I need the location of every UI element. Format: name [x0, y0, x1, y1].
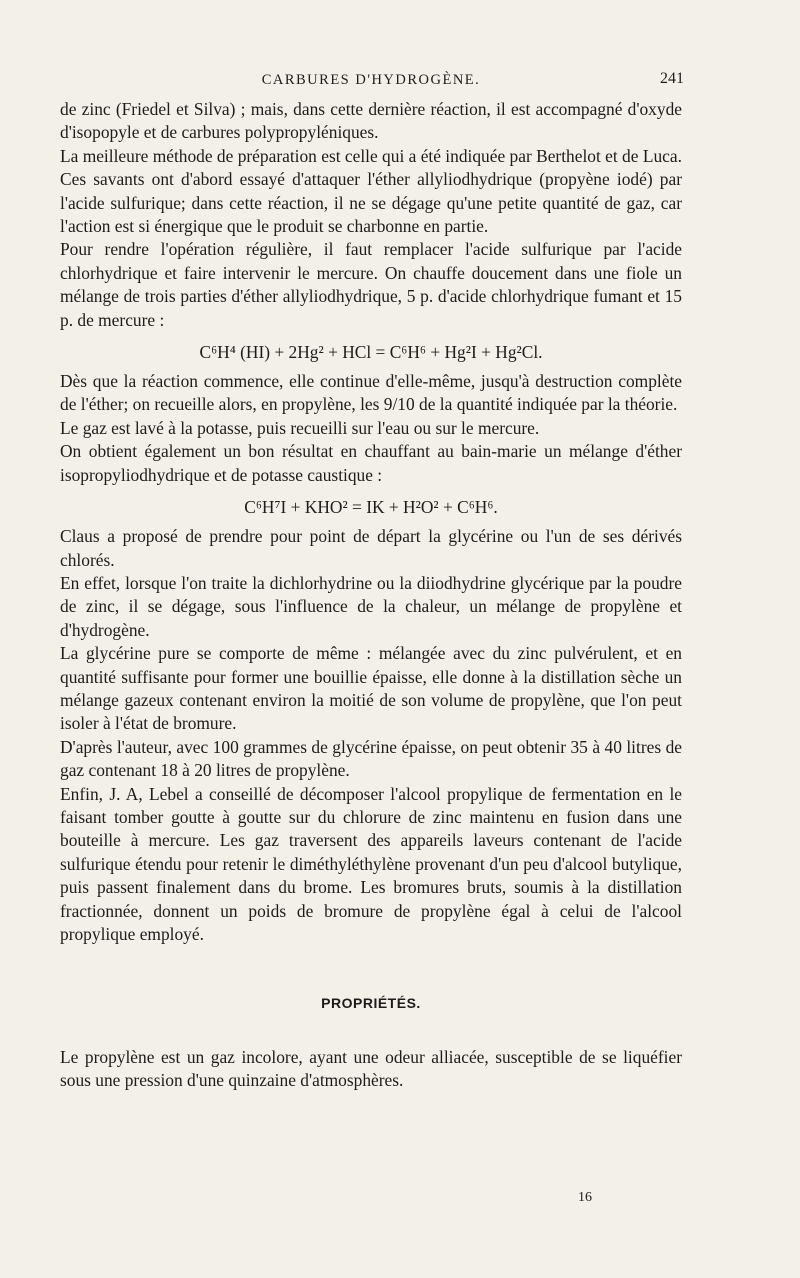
section-heading: PROPRIÉTÉS.: [321, 995, 421, 1012]
paragraph: de zinc (Friedel et Silva) ; mais, dans cette dernière réaction, il est accompagné d'oxyde d'isopopyle et de carbures polypropyléniques.: [60, 99, 682, 143]
chemical-equation: C⁶H⁴ (HI) + 2Hg² + HCl = C⁶H⁶ + Hg²I + Hg²Cl.: [199, 342, 543, 363]
body-text: [60, 98, 682, 1093]
paragraph: Dès que la réaction commence, elle continue d'elle-même, jusqu'à destruction complète de l'éther; on recueille alors, en propylène, les 9/10 de la quantité indiquée par la théorie.: [60, 371, 682, 415]
paragraph: Claus a proposé de prendre pour point de départ la glycérine ou l'un de ses dérivés chlorés.: [60, 526, 682, 570]
paragraph: Le propylène est un gaz incolore, ayant une odeur alliacée, susceptible de se liquéfier sous une pression d'une quinzaine d'atmosphères.: [60, 1046, 682, 1091]
running-head: CARBURES D'HYDROGÈNE.: [261, 72, 481, 88]
paragraph: On obtient également un bon résultat en chauffant au bain-marie un mélange d'éther isopropyliodhydrique et de potasse caustique :: [60, 441, 682, 485]
paragraph: La glycérine pure se comporte de même : mélangée avec du zinc pulvérulent, et en quantité suffisante pour former une bouillie épaisse, elle donne à la distillation sèche un mélange gazeux contenant environ la moitié de son volume de propylène, que l'on peut isoler à l'état de bromure.: [60, 643, 682, 734]
chemical-equation: C⁶H⁷I + KHO² = IK + H²O² + C⁶H⁶.: [244, 497, 498, 518]
paragraph: D'après l'auteur, avec 100 grammes de glycérine épaisse, on peut obtenir 35 à 40 litres de gaz contenant 18 à 20 litres de propylène.: [60, 736, 682, 781]
paragraph: Le gaz est lavé à la potasse, puis recueilli sur l'eau ou sur le mercure.: [60, 417, 540, 438]
signature-mark: 16: [578, 1190, 592, 1205]
paragraph: La meilleure méthode de préparation est celle qui a été indiquée par Berthelot et de Luca.: [60, 145, 682, 166]
paragraph: Pour rendre l'opération régulière, il faut remplacer l'acide sulfurique par l'acide chlorhydrique et faire intervenir le mercure. On chauffe doucement dans une fiole un mélange de trois parties d'éther allyliodhydrique, 5 p. d'acide chlorhydrique fumant et 15 p. de mercure :: [60, 239, 682, 330]
page-number: 241: [660, 70, 684, 87]
page-header: [60, 68, 682, 98]
paragraph: Enfin, J. A, Lebel a conseillé de décomposer l'alcool propylique de fermentation en le faisant tomber goutte à goutte sur du chlorure de zinc maintenu en fusion dans une bouteille à mercure. Les gaz traversent des appareils laveurs contenant de l'acide sulfurique étendu pour retenir le diméthyléthylène provenant d'un peu d'alcool butylique, puis passent finalement dans du brome. Les bromures bruts, soumis à la distillation fractionnée, donnent un poids de bromure de propylène égal à celui de l'alcool propylique employé.: [60, 783, 682, 944]
paragraph: En effet, lorsque l'on traite la dichlorhydrine ou la diiodhydrine glycérique par la poudre de zinc, il se dégage, sous l'influence de la chaleur, un mélange de propylène et d'hydrogène.: [60, 572, 682, 640]
paragraph: Ces savants ont d'abord essayé d'attaquer l'éther allyliodhydrique (propyène iodé) par l'acide sulfurique; dans cette réaction, il ne se dégage qu'une petite quantité de gaz, car l'action est si énergique que le produit se charbonne en partie.: [60, 169, 682, 237]
